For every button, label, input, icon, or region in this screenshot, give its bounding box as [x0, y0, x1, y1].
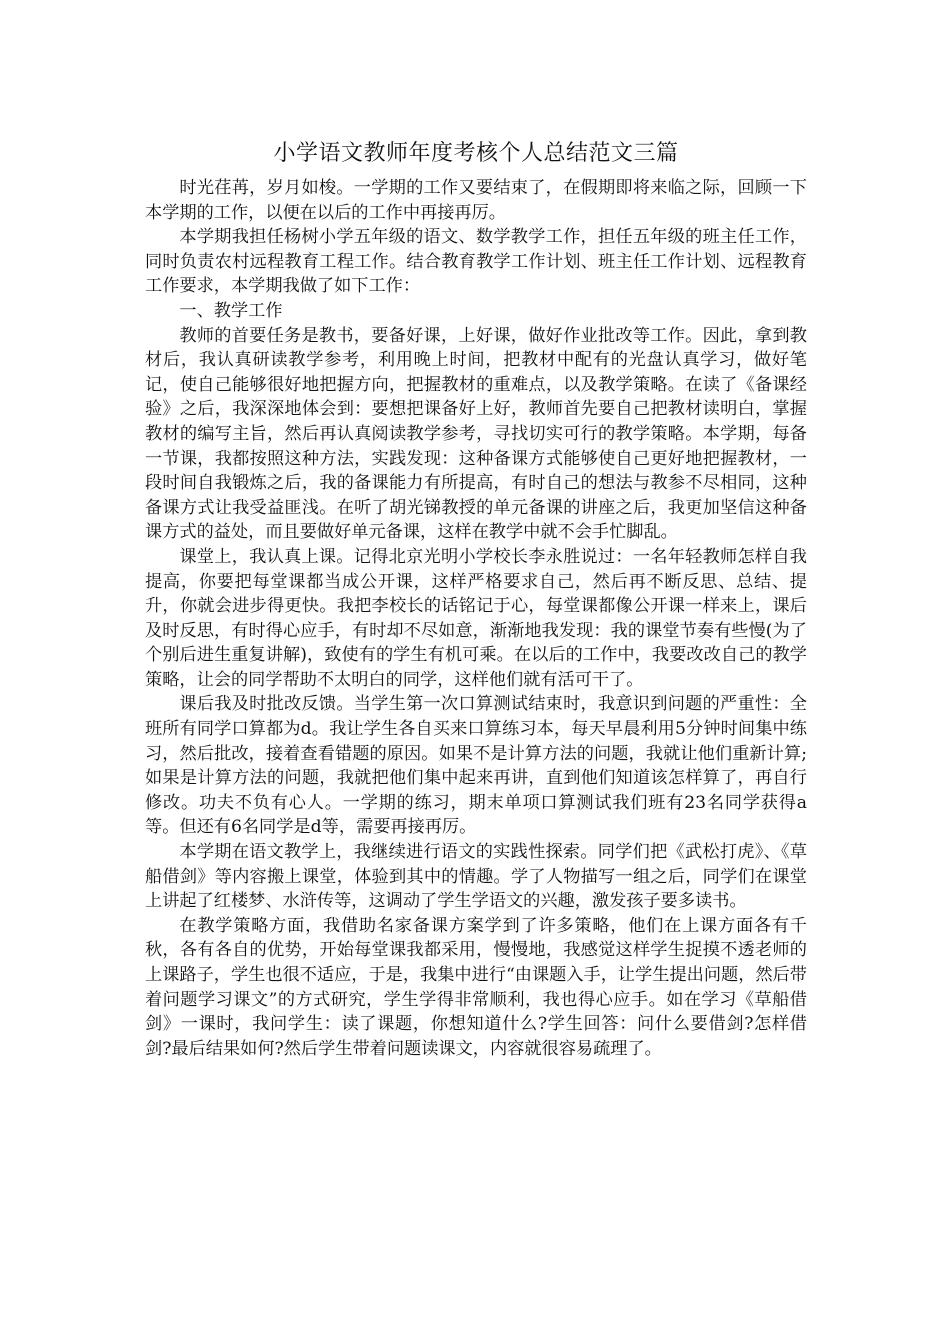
- paragraph-duties: 本学期我担任杨树小学五年级的语文、数学教学工作，担任五年级的班主任工作，同时负责农村远程教育工程工作。结合教育教学工作计划、班主任工作计划、远程教育工作要求，本学期我做了如下工作：: [145, 227, 807, 297]
- paragraph-feedback: 课后我及时批改反馈。当学生第一次口算测试结束时，我意识到问题的严重性：全班所有同学口算都为d。我让学生各自买来口算练习本，每天早晨利用5分钟时间集中练习，然后批改，接着查看错题的原因。如果不是计算方法的问题，我就让他们重新计算;如果是计算方法的问题，我就把他们集中起来再讲，直到他们知道该怎样算了，再自行修改。功夫不负有心人。一学期的练习，期末单项口算测试我们班有23名同学获得a等。但还有6名同学是d等，需要再接再厉。: [145, 694, 807, 838]
- paragraph-classroom: 课堂上，我认真上课。记得北京光明小学校长李永胜说过：一名年轻教师怎样自我提高，你要把每堂课都当成公开课，这样严格要求自己，然后再不断反思、总结、提升，你就会进步得更快。我把李校长的话铭记于心，每堂课都像公开课一样来上，课后及时反思，有时得心应手，有时却不尽如意，渐渐地我发现：我的课堂节奏有些慢(为了个别后进生重复讲解)，致使有的学生有机可乘。在以后的工作中，我要改改自己的教学策略，让会的同学帮助不太明白的同学，这样他们就有活可干了。: [145, 546, 807, 690]
- document-page: [145, 132, 807, 1061]
- document-title: 小学语文教师年度考核个人总结范文三篇: [273, 141, 679, 166]
- paragraph-chinese-practice: 本学期在语文教学上，我继续进行语文的实践性探索。同学们把《武松打虎》、《草船借剑》等内容搬上课堂，体验到其中的情趣。学了人物描写一组之后，同学们在课堂上讲起了红楼梦、水浒传等，这调动了学生学语文的兴趣，激发孩子要多读书。: [145, 842, 807, 912]
- section-heading-teaching: 一、教学工作: [179, 300, 283, 321]
- paragraph-intro: 时光荏苒，岁月如梭。一学期的工作又要结束了，在假期即将来临之际，回顾一下本学期的工作，以便在以后的工作中再接再厉。: [145, 178, 807, 223]
- paragraph-lesson-prep: 教师的首要任务是教书，要备好课，上好课，做好作业批改等工作。因此，拿到教材后，我认真研读教学参考，利用晚上时间，把教材中配有的光盘认真学习，做好笔记，使自己能够很好地把握方向，把握教材的重难点，以及教学策略。在读了《备课经验》之后，我深深地体会到：要想把课备好上好，教师首先要自己把教材读明白，掌握教材的编写主旨，然后再认真阅读教学参考，寻找切实可行的教学策略。本学期，每备一节课，我都按照这种方法，实践发现：这种备课方式能够使自己更好地把握教材，一段时间自我锻炼之后，我的备课能力有所提高，有时自己的想法与教参不尽相同，这种备课方式让我受益匪浅。在听了胡光锑教授的单元备课的讲座之后，我更加坚信这种备课方式的益处，而且要做好单元备课，这样在教学中就不会手忙脚乱。: [145, 325, 807, 543]
- paragraph-strategy: 在教学策略方面，我借助名家备课方案学到了许多策略，他们在上课方面各有千秋，各有各自的优势，开始每堂课我都采用，慢慢地，我感觉这样学生捉摸不透老师的上课路子，学生也很不适应，于是，我集中进行“由课题入手，让学生提出问题，然后带着问题学习课文”的方式研究，学生学得非常顺利，我也得心应手。如在学习《草船借剑》一课时，我问学生：读了课题，你想知道什么?学生回答：问什么要借剑?怎样借剑?最后结果如何?然后学生带着问题读课文，内容就很容易疏理了。: [145, 915, 807, 1059]
